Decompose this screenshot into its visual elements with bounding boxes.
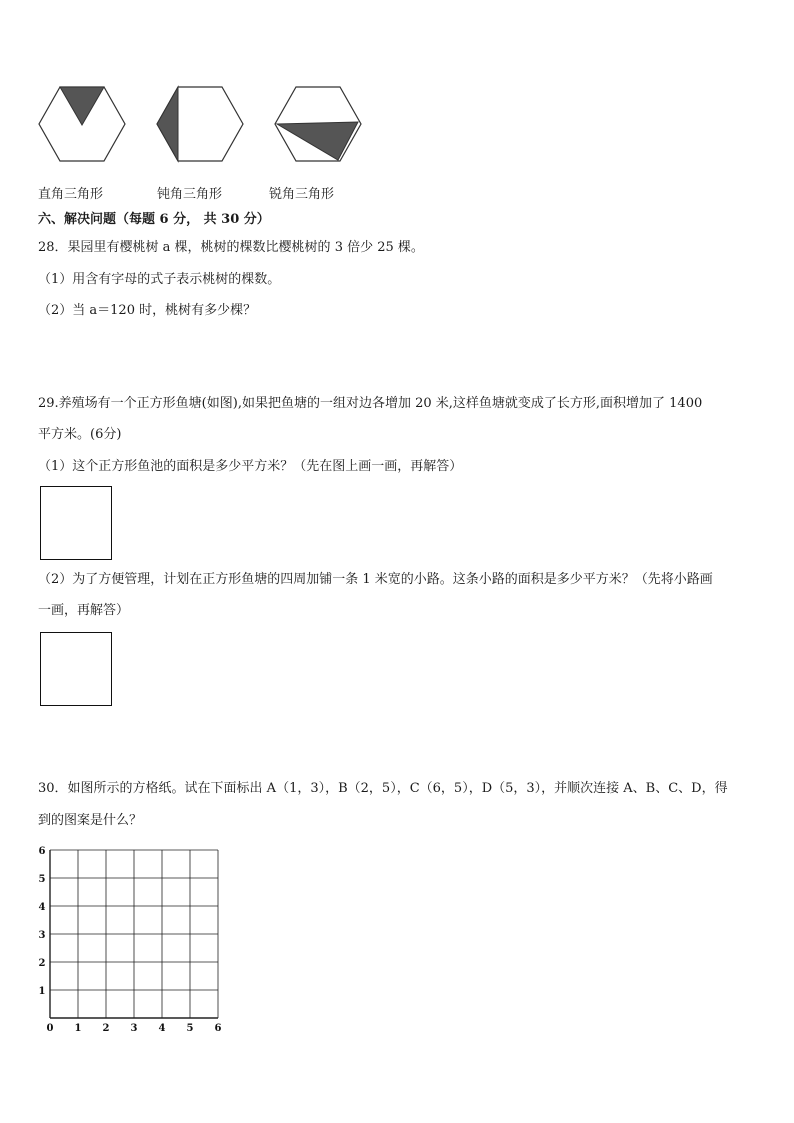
x-tick-label: 0 [46, 1023, 54, 1034]
y-tick-label: 5 [38, 874, 46, 885]
q29-stem-line-2: 平方米。(6分) [38, 427, 122, 442]
q29-part-1: （1）这个正方形鱼池的面积是多少平方米？（先在图上画一画，再解答） [38, 459, 463, 474]
grid-tick-labels [39, 846, 222, 1034]
grid-lines [50, 850, 218, 1018]
y-tick-label: 4 [38, 902, 46, 913]
x-tick-label: 1 [74, 1023, 82, 1034]
y-tick-label: 6 [38, 846, 46, 857]
figure-label-acute: 锐角三角形 [269, 187, 335, 202]
figure-label-obtuse: 钝角三角形 [157, 187, 223, 202]
q29-part-2-line-2: 一画，再解答） [38, 603, 130, 618]
coordinate-grid[interactable] [30, 842, 230, 1038]
q30-stem-line-1: 30．如图所示的方格纸。试在下面标出 A（1，3），B（2，5），C（6，5），D（5，3），并顺次连接 A、B、C、D，得 [38, 781, 728, 796]
x-tick-label: 5 [186, 1023, 194, 1034]
square-pond-figure-1[interactable] [40, 486, 112, 560]
q29-part-2-line-1: （2）为了方便管理，计划在正方形鱼塘的四周加铺一条 1 米宽的小路。这条小路的面积是多少平方米？（先将小路画 [38, 572, 713, 587]
q29-stem-line-1: 29.养殖场有一个正方形鱼塘(如图),如果把鱼塘的一组对边各增加 20 米,这样鱼塘就变成了长方形,面积增加了 1400 [38, 396, 703, 411]
y-tick-label: 1 [38, 986, 46, 997]
q28-part-2: （2）当 a＝120 时，桃树有多少棵？ [38, 303, 257, 318]
x-tick-label: 3 [130, 1023, 138, 1034]
x-tick-label: 2 [102, 1023, 110, 1034]
hexagon-figure-obtuse-triangle [156, 86, 244, 162]
figure-label-right: 直角三角形 [38, 187, 104, 202]
q30-stem-line-2: 到的图案是什么？ [38, 813, 143, 828]
x-tick-label: 4 [158, 1023, 166, 1034]
hexagon-figure-right-triangle [38, 86, 126, 162]
section-title: 六、解决问题（每题 6 分， 共 30 分） [38, 212, 270, 227]
y-tick-label: 3 [38, 930, 46, 941]
square-pond-figure-2[interactable] [40, 632, 112, 706]
hexagon-figure-acute-triangle [274, 86, 362, 162]
y-tick-label: 2 [38, 958, 46, 969]
q28-part-1: （1）用含有字母的式子表示桃树的棵数。 [38, 272, 281, 287]
q28-stem: 28．果园里有樱桃树 a 棵，桃树的棵数比樱桃树的 3 倍少 25 棵。 [38, 240, 424, 255]
x-tick-label: 6 [214, 1023, 222, 1034]
